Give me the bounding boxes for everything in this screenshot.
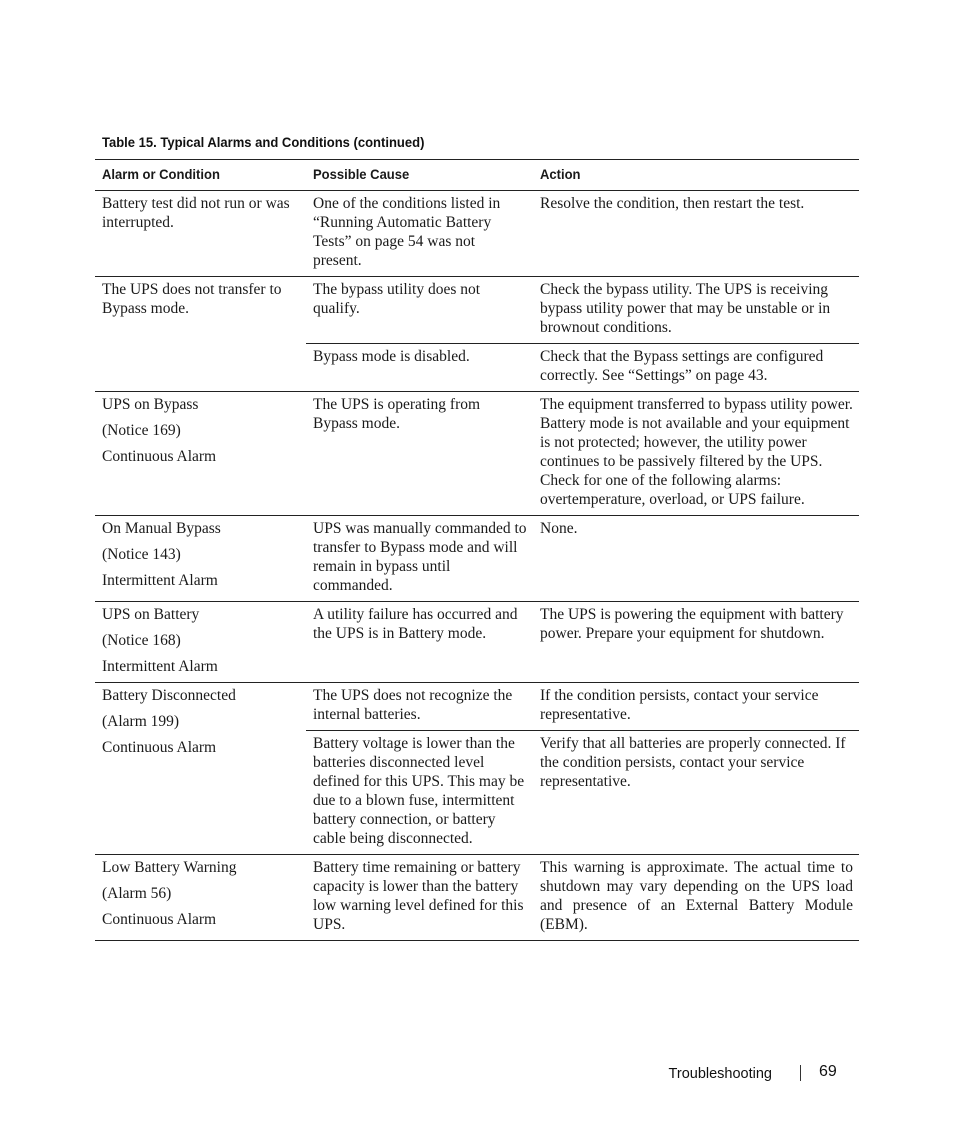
table-body	[95, 191, 859, 941]
condition-detail: (Notice 169)	[102, 422, 181, 439]
alarm-condition-cell	[95, 683, 306, 855]
action-cell: This warning is approximate. The actual time to shutdown may vary depending on the UPS load and presence of an External Battery Module (EBM).	[533, 855, 859, 941]
alarm-condition-cell	[95, 855, 306, 941]
table-row	[95, 277, 859, 344]
action-cell: The UPS is powering the equipment with battery power. Prepare your equipment for shutdown.	[533, 602, 859, 683]
alarm-condition-cell	[95, 191, 306, 277]
condition-name: UPS on Bypass	[102, 396, 199, 413]
action-cell: Check that the Bypass settings are configured correctly. See “Settings” on page 43.	[533, 344, 859, 392]
page-footer	[0, 1063, 954, 1087]
possible-cause-cell: Battery voltage is lower than the batteries disconnected level defined for this UPS. This may be due to a blown fuse, intermittent battery connection, or battery cable being disconnected.	[306, 731, 533, 855]
condition-name: The UPS does not transfer to Bypass mode.	[102, 281, 282, 317]
possible-cause-cell: UPS was manually commanded to transfer to Bypass mode and will remain in bypass until commanded.	[306, 516, 533, 602]
header-alarm-or-condition: Alarm or Condition	[95, 160, 306, 191]
table-row	[95, 392, 859, 516]
alarms-table	[95, 159, 859, 941]
table-row	[95, 602, 859, 683]
condition-name: Battery test did not run or was interrupted.	[102, 195, 290, 231]
page-number: 69	[819, 1063, 837, 1080]
condition-name: On Manual Bypass	[102, 520, 221, 537]
table-row	[95, 683, 859, 731]
action-cell: Verify that all batteries are properly connected. If the condition persists, contact your service representative.	[533, 731, 859, 855]
possible-cause-cell: One of the conditions listed in “Running Automatic Battery Tests” on page 54 was not present.	[306, 191, 533, 277]
table-row	[95, 516, 859, 602]
condition-detail: Intermittent Alarm	[102, 572, 218, 589]
action-cell: If the condition persists, contact your service representative.	[533, 683, 859, 731]
condition-detail: Continuous Alarm	[102, 739, 217, 756]
condition-detail: (Notice 168)	[102, 632, 181, 649]
condition-detail: Continuous Alarm	[102, 448, 217, 465]
table-row	[95, 191, 859, 277]
condition-detail: Continuous Alarm	[102, 911, 217, 928]
condition-detail: (Alarm 56)	[102, 885, 172, 902]
table-row	[95, 855, 859, 941]
condition-name: Low Battery Warning	[102, 859, 237, 876]
footer-separator	[800, 1065, 801, 1081]
condition-name: Battery Disconnected	[102, 687, 236, 704]
action-cell: None.	[533, 516, 859, 602]
table-caption: Table 15. Typical Alarms and Conditions (continued)	[102, 134, 425, 150]
alarm-condition-cell	[95, 392, 306, 516]
possible-cause-cell: The UPS is operating from Bypass mode.	[306, 392, 533, 516]
possible-cause-cell: The UPS does not recognize the internal batteries.	[306, 683, 533, 731]
condition-name: UPS on Battery	[102, 606, 200, 623]
table-header-row	[95, 160, 859, 191]
alarm-condition-cell	[95, 516, 306, 602]
condition-detail: (Alarm 199)	[102, 713, 180, 730]
alarm-condition-cell	[95, 277, 306, 392]
possible-cause-cell: A utility failure has occurred and the UPS is in Battery mode.	[306, 602, 533, 683]
footer-section-title: Troubleshooting	[668, 1066, 772, 1082]
action-cell: Resolve the condition, then restart the test.	[533, 191, 859, 277]
possible-cause-cell: Bypass mode is disabled.	[306, 344, 533, 392]
action-cell: The equipment transferred to bypass utility power. Battery mode is not available and your equipment is not protected; however, the utility power continues to be passively filtered by the UPS. Check for one of the following alarms: overtemperature, overload, or UPS failure.	[533, 392, 859, 516]
condition-detail: Intermittent Alarm	[102, 658, 218, 675]
condition-detail: (Notice 143)	[102, 546, 181, 563]
alarm-condition-cell	[95, 602, 306, 683]
header-action: Action	[533, 160, 859, 191]
action-cell: Check the bypass utility. The UPS is receiving bypass utility power that may be unstable or in brownout conditions.	[533, 277, 859, 344]
header-possible-cause: Possible Cause	[306, 160, 533, 191]
possible-cause-cell: Battery time remaining or battery capacity is lower than the battery low warning level defined for this UPS.	[306, 855, 533, 941]
possible-cause-cell: The bypass utility does not qualify.	[306, 277, 533, 344]
